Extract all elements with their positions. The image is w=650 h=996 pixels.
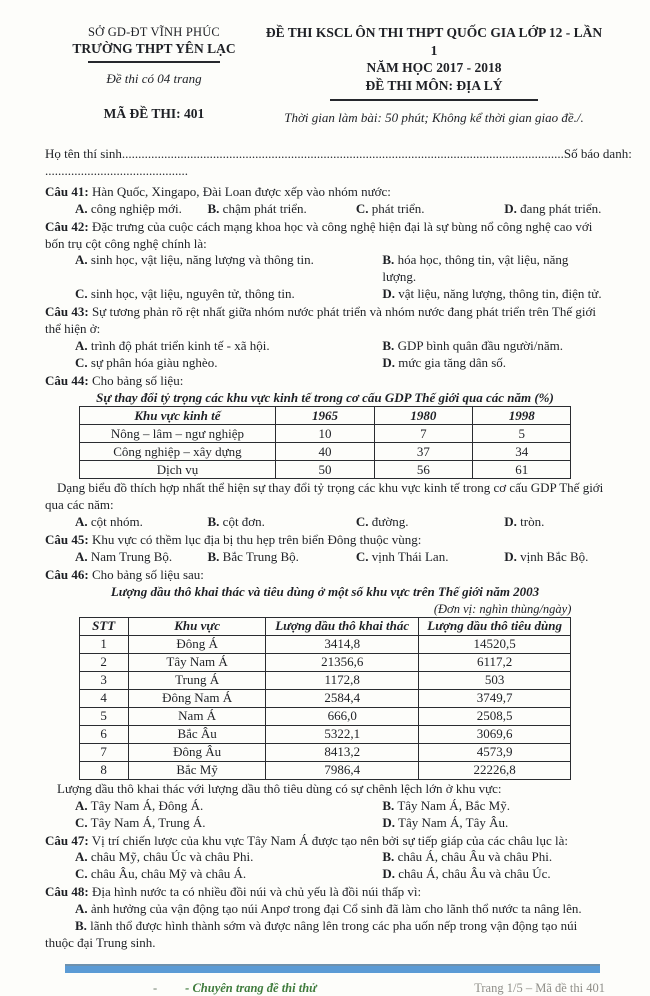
option-letter: C. bbox=[355, 549, 369, 564]
option-d bbox=[504, 201, 605, 218]
table-cell: 503 bbox=[418, 671, 570, 689]
table-header-row bbox=[79, 617, 571, 635]
option-letter: D. bbox=[382, 866, 396, 882]
page-footer bbox=[45, 980, 605, 996]
table-cell: 7 bbox=[79, 743, 128, 761]
option-text: vịnh Bắc Bộ. bbox=[520, 549, 589, 564]
table-cell: 5 bbox=[473, 425, 571, 443]
table-cell: Đông Âu bbox=[128, 743, 266, 761]
question-head bbox=[45, 833, 605, 850]
table-cell: Dịch vụ bbox=[79, 461, 276, 479]
option-text: ảnh hưởng của vận động tạo núi Anpơ trong đại Cổ sinh đã làm cho lãnh thổ nước ta nâng lên. bbox=[90, 901, 582, 917]
table-cell: 40 bbox=[276, 443, 374, 461]
table-cell: 3069,6 bbox=[418, 725, 570, 743]
table-cell: 666,0 bbox=[266, 707, 418, 725]
table-row bbox=[79, 743, 571, 761]
school-block bbox=[45, 24, 263, 127]
table-cell: 61 bbox=[473, 461, 571, 479]
table-header-cell: 1965 bbox=[276, 407, 374, 425]
table-row bbox=[79, 707, 571, 725]
options-group bbox=[75, 849, 605, 883]
table-cell: 34 bbox=[473, 443, 571, 461]
school-name: TRƯỜNG THPT YÊN LẠC bbox=[72, 41, 236, 57]
table-row bbox=[79, 635, 571, 653]
option-letter: C. bbox=[75, 814, 88, 830]
option-d bbox=[382, 866, 605, 883]
option-letter: B. bbox=[382, 797, 395, 813]
option-c bbox=[356, 549, 504, 566]
option-c bbox=[75, 866, 382, 883]
exam-title-line2: NĂM HỌC 2017 - 2018 bbox=[366, 60, 502, 76]
candidate-number-label: Số báo danh: bbox=[563, 146, 632, 162]
option-c bbox=[356, 201, 504, 218]
option-letter: A. bbox=[75, 901, 88, 917]
exam-header bbox=[45, 24, 605, 127]
question-text: Vị trí chiến lược của khu vực Tây Nam Á được tạo nên bởi sự tiếp giáp của các châu lục là: bbox=[91, 832, 569, 848]
option-a bbox=[75, 798, 382, 815]
question-text: Sự tương phản rõ rệt nhất giữa nhóm nước phát triển và nhóm nước đang phát triển trên Thế giới thể hiện ở: bbox=[45, 304, 596, 336]
option-text: công nghiệp mới. bbox=[90, 200, 182, 216]
table-cell: 6 bbox=[79, 725, 128, 743]
question-head bbox=[45, 373, 605, 390]
table-cell: 1172,8 bbox=[266, 671, 418, 689]
table-row bbox=[79, 425, 571, 443]
footer-divider-bar bbox=[65, 964, 600, 973]
question-number: Câu 41: bbox=[45, 183, 89, 199]
option-text: mức gia tăng dân số. bbox=[398, 354, 507, 370]
option-a bbox=[75, 252, 382, 286]
option-text: Bắc Trung Bộ. bbox=[222, 549, 299, 564]
options-group bbox=[45, 901, 605, 952]
question-subtext: Lượng dầu thô khai thác với lượng dầu thô tiêu dùng có sự chênh lệch lớn ở khu vực: bbox=[57, 780, 502, 796]
table-cell: Trung Á bbox=[128, 671, 266, 689]
table-header-cell: Lượng dầu thô tiêu dùng bbox=[418, 617, 570, 635]
question-44 bbox=[45, 373, 605, 531]
option-text: Tây Nam Á, Đông Á. bbox=[90, 797, 204, 813]
option-letter: C. bbox=[355, 200, 369, 216]
option-c bbox=[75, 286, 382, 303]
option-b bbox=[382, 338, 605, 355]
options-group bbox=[75, 201, 605, 218]
option-letter: B. bbox=[382, 337, 395, 353]
options-group bbox=[75, 549, 605, 566]
table-cell: 6117,2 bbox=[418, 653, 570, 671]
option-text: Tây Nam Á, Trung Á. bbox=[90, 814, 206, 830]
question-head bbox=[45, 219, 605, 253]
table-cell: 1 bbox=[79, 635, 128, 653]
option-text: châu Á, châu Âu và châu Úc. bbox=[398, 866, 551, 882]
table-header-cell: Lượng dầu thô khai thác bbox=[266, 617, 418, 635]
question-text: Hàn Quốc, Xingapo, Đài Loan được xếp vào nhóm nước: bbox=[91, 183, 391, 199]
option-text: đang phát triển. bbox=[520, 200, 602, 216]
option-text: sự phân hóa giàu nghèo. bbox=[90, 354, 218, 370]
option-a bbox=[75, 338, 382, 355]
table-cell: 8413,2 bbox=[266, 743, 418, 761]
question-47 bbox=[45, 833, 605, 884]
table-cell: 3 bbox=[79, 671, 128, 689]
table-cell: 4 bbox=[79, 689, 128, 707]
option-a bbox=[75, 201, 208, 218]
options-group bbox=[75, 338, 605, 372]
table-cell: 2 bbox=[79, 653, 128, 671]
table-header-cell: STT bbox=[79, 617, 128, 635]
option-c bbox=[356, 514, 504, 531]
question-text: Khu vực có thềm lục địa bị thu hẹp trên biển Đông thuộc vùng: bbox=[91, 532, 422, 548]
options-group bbox=[75, 514, 605, 531]
title-underline bbox=[330, 99, 538, 101]
option-letter: A. bbox=[75, 797, 88, 813]
table-header-cell: 1980 bbox=[374, 407, 472, 425]
option-a bbox=[75, 849, 382, 866]
option-b bbox=[382, 849, 605, 866]
question-text: Cho bảng số liệu sau: bbox=[91, 566, 204, 582]
option-text: cột nhóm. bbox=[90, 514, 143, 530]
option-text: châu Âu, châu Mỹ và châu Á. bbox=[90, 866, 247, 882]
option-letter: B. bbox=[382, 252, 395, 268]
table-cell: 7 bbox=[374, 425, 472, 443]
table-cell: Tây Nam Á bbox=[128, 653, 266, 671]
option-text: chậm phát triển. bbox=[222, 200, 307, 216]
table-cell: 14520,5 bbox=[418, 635, 570, 653]
table-row bbox=[79, 761, 571, 779]
option-letter: B. bbox=[382, 849, 395, 865]
option-letter: A. bbox=[75, 549, 88, 564]
table-cell: 22226,8 bbox=[418, 761, 570, 779]
question-48 bbox=[45, 884, 605, 952]
dotted-leader: ........................................................................................................................................ bbox=[121, 146, 564, 162]
table-row bbox=[79, 725, 571, 743]
option-b bbox=[45, 918, 605, 952]
table-header-row bbox=[79, 407, 571, 425]
question-head bbox=[45, 184, 605, 201]
question-text: Cho bảng số liệu: bbox=[91, 372, 184, 388]
question-text: Đặc trưng của cuộc cách mạng khoa học và công nghệ hiện đại là sự bùng nổ công nghệ cao với bốn trụ cột công nghệ chính là: bbox=[45, 218, 593, 251]
candidate-info-line bbox=[45, 146, 632, 163]
table-header-cell: Khu vực bbox=[128, 617, 266, 635]
option-d bbox=[382, 815, 605, 832]
table-cell: 2508,5 bbox=[418, 707, 570, 725]
question-number: Câu 48: bbox=[45, 884, 89, 900]
table-cell: 8 bbox=[79, 761, 128, 779]
table-cell: 37 bbox=[374, 443, 472, 461]
option-text: đường. bbox=[371, 514, 409, 530]
dotted-line-2: ............................................ bbox=[45, 162, 188, 178]
option-a bbox=[75, 549, 208, 566]
table-unit-note: (Đơn vị: nghìn thùng/ngày) bbox=[433, 601, 572, 616]
question-number: Câu 42: bbox=[45, 218, 89, 234]
table-cell: 4573,9 bbox=[418, 743, 570, 761]
option-text: châu Mỹ, châu Úc và châu Phi. bbox=[90, 849, 254, 865]
option-letter: D. bbox=[382, 286, 396, 302]
option-text: Nam Trung Bộ. bbox=[90, 549, 173, 564]
question-43 bbox=[45, 304, 605, 372]
option-letter: B. bbox=[207, 200, 220, 216]
question-number: Câu 43: bbox=[45, 304, 89, 320]
option-b bbox=[208, 549, 356, 566]
question-46 bbox=[45, 567, 605, 832]
option-letter: A. bbox=[75, 200, 88, 216]
table-cell: Nông – lâm – ngư nghiệp bbox=[79, 425, 276, 443]
options-group bbox=[75, 252, 605, 303]
option-text: Tây Nam Á, Tây Âu. bbox=[398, 814, 509, 830]
table-header-cell: Khu vực kinh tế bbox=[79, 407, 276, 425]
exam-subject: ĐỀ THI MÔN: ĐỊA LÝ bbox=[365, 77, 503, 93]
option-text: vịnh Thái Lan. bbox=[371, 549, 449, 564]
table-cell: 10 bbox=[276, 425, 374, 443]
option-text: trình độ phát triển kinh tế - xã hội. bbox=[90, 337, 270, 353]
table-row bbox=[79, 653, 571, 671]
option-b bbox=[208, 514, 356, 531]
option-text: Tây Nam Á, Bắc Mỹ. bbox=[397, 797, 510, 813]
data-table bbox=[79, 406, 572, 479]
question-number: Câu 44: bbox=[45, 372, 89, 388]
candidate-name-label: Họ tên thí sinh bbox=[45, 146, 122, 162]
option-text: GDP bình quân đầu người/năm. bbox=[397, 337, 564, 353]
table-row bbox=[79, 443, 571, 461]
question-subtext: Dạng biểu đồ thích hợp nhất thể hiện sự thay đổi tỷ trọng các khu vực kinh tế trong cơ cấu GDP Thế giới qua các năm: bbox=[45, 480, 604, 513]
questions-list bbox=[45, 184, 605, 952]
option-letter: B. bbox=[207, 514, 220, 530]
option-letter: C. bbox=[75, 354, 88, 370]
exam-code: MÃ ĐỀ THI: 401 bbox=[103, 105, 205, 121]
question-head bbox=[45, 304, 605, 338]
option-letter: A. bbox=[75, 514, 88, 530]
option-text: hóa học, thông tin, vật liệu, năng lượng. bbox=[382, 252, 569, 285]
exam-title-block bbox=[263, 24, 605, 127]
option-a bbox=[45, 901, 605, 918]
option-letter: C. bbox=[75, 286, 88, 302]
option-text: tròn. bbox=[520, 514, 545, 530]
option-c bbox=[75, 815, 382, 832]
table-cell: Nam Á bbox=[128, 707, 266, 725]
option-a bbox=[75, 514, 208, 531]
option-c bbox=[75, 355, 382, 372]
option-letter: D. bbox=[382, 354, 396, 370]
option-text: châu Á, châu Âu và châu Phi. bbox=[397, 849, 553, 865]
time-note: Thời gian làm bài: 50 phút; Không kể thời gian giao đề./. bbox=[284, 110, 584, 126]
option-letter: B. bbox=[207, 549, 220, 564]
table-cell: Công nghiệp – xây dựng bbox=[79, 443, 276, 461]
table-title: Lượng dầu thô khai thác và tiêu dùng ở một số khu vực trên Thế giới năm 2003 bbox=[110, 583, 540, 599]
table-cell: 3749,7 bbox=[418, 689, 570, 707]
table-title: Sự thay đổi tỷ trọng các khu vực kinh tế trong cơ cấu GDP Thế giới qua các năm (%) bbox=[96, 389, 554, 405]
pages-note: Đề thi có 04 trang bbox=[106, 70, 202, 86]
question-41 bbox=[45, 184, 605, 218]
table-cell: 5 bbox=[79, 707, 128, 725]
option-text: sinh học, vật liệu, năng lượng và thông tin. bbox=[90, 252, 314, 268]
option-d bbox=[382, 286, 605, 303]
footer-brand: - Chuyên trang đề thi thử bbox=[185, 980, 317, 995]
option-b bbox=[382, 252, 605, 286]
question-head bbox=[45, 567, 605, 584]
question-text: Địa hình nước ta có nhiều đồi núi và chủ yếu là đồi núi thấp vì: bbox=[91, 884, 422, 900]
table-cell: 5322,1 bbox=[266, 725, 418, 743]
question-42 bbox=[45, 219, 605, 303]
option-letter: D. bbox=[504, 549, 517, 564]
option-letter: B. bbox=[75, 918, 87, 934]
table-cell: Bắc Âu bbox=[128, 725, 266, 743]
table-cell: Đông Á bbox=[128, 635, 266, 653]
option-d bbox=[382, 355, 605, 372]
table-cell: 56 bbox=[374, 461, 472, 479]
table-cell: 3414,8 bbox=[266, 635, 418, 653]
option-letter: A. bbox=[75, 252, 88, 268]
option-text: cột đơn. bbox=[222, 514, 265, 530]
option-letter: C. bbox=[75, 866, 88, 882]
department-name: SỞ GD-ĐT VĨNH PHÚC bbox=[88, 25, 220, 39]
table-cell: 21356,6 bbox=[266, 653, 418, 671]
option-b bbox=[208, 201, 356, 218]
option-letter: D. bbox=[382, 814, 396, 830]
page-number-info: Trang 1/5 – Mã đề thi 401 bbox=[474, 980, 605, 995]
table-cell: 7986,4 bbox=[266, 761, 418, 779]
exam-title-line1: ĐỀ THI KSCL ÔN THI THPT QUỐC GIA LỚP 12 - LẦN 1 bbox=[265, 25, 603, 58]
option-letter: A. bbox=[75, 849, 88, 865]
table-row bbox=[79, 689, 571, 707]
option-letter: D. bbox=[504, 200, 517, 216]
table-cell: 2584,4 bbox=[266, 689, 418, 707]
data-table bbox=[79, 617, 572, 780]
table-header-cell: 1998 bbox=[473, 407, 571, 425]
option-d bbox=[504, 514, 605, 531]
option-d bbox=[504, 549, 605, 566]
option-b bbox=[382, 798, 605, 815]
question-number: Câu 45: bbox=[45, 532, 89, 548]
question-45 bbox=[45, 532, 605, 566]
option-text: vật liệu, năng lượng, thông tin, điện tử. bbox=[398, 286, 602, 302]
option-letter: D. bbox=[504, 514, 517, 530]
question-head bbox=[45, 884, 605, 901]
table-cell: Bắc Mỹ bbox=[128, 761, 266, 779]
table-cell: 50 bbox=[276, 461, 374, 479]
question-head bbox=[45, 532, 605, 549]
option-text: phát triển. bbox=[371, 200, 425, 216]
footer-dash: - bbox=[153, 980, 158, 995]
option-text: lãnh thổ được hình thành sớm và được nâng lên trong các pha uốn nếp trong vận động tạo núi thuộc đại Trung sinh. bbox=[45, 918, 578, 950]
options-group bbox=[75, 798, 605, 832]
table-cell: Đông Nam Á bbox=[128, 689, 266, 707]
option-text: sinh học, vật liệu, nguyên tử, thông tin. bbox=[90, 286, 295, 302]
option-letter: A. bbox=[75, 337, 88, 353]
option-letter: C. bbox=[355, 514, 369, 530]
table-row bbox=[79, 461, 571, 479]
question-number: Câu 47: bbox=[45, 832, 89, 848]
question-number: Câu 46: bbox=[45, 566, 89, 582]
school-underline bbox=[88, 61, 220, 63]
table-row bbox=[79, 671, 571, 689]
